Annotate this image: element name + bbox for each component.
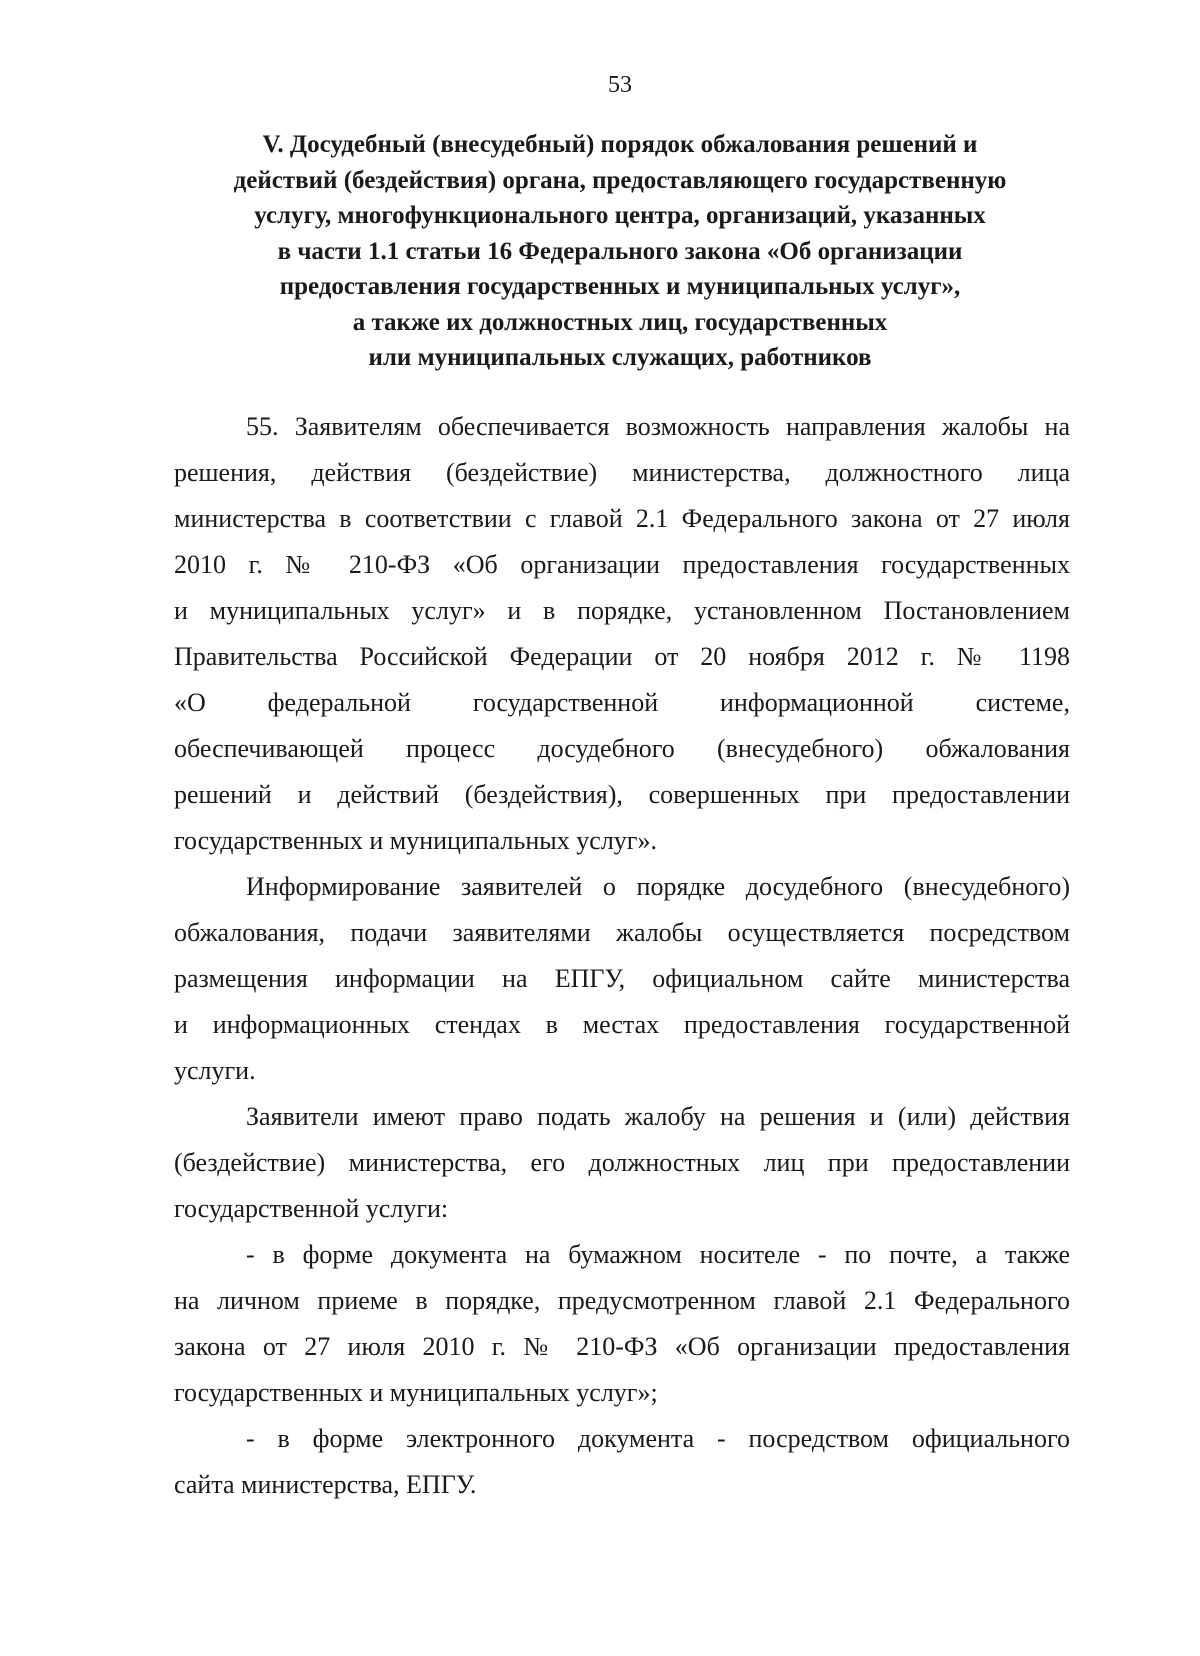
heading-line: или муниципальных служащих, работников [368,344,872,371]
paragraph-line: государственных и муниципальных услуг». [174,826,657,855]
word: государственной [472,688,659,717]
paragraph-line: закона от 27 июля 2010 г. № 210-ФЗ «Об организации предоставления [174,1332,1070,1361]
paragraph-line: и муниципальных услуг» и в порядке, установленном Постановлением [174,596,1070,625]
heading-line: предоставления государственных и муниципальных услуг», [279,273,961,300]
paragraph-line: Заявители имеют право подать жалобу на решения и (или) действия [246,1102,1070,1131]
paragraph-line: решения, действия (бездействие) министерства, должностного лица [174,458,1070,487]
paragraph-line: государственных и муниципальных услуг»; [174,1378,658,1407]
list-item-electronic-form [174,1416,1070,1508]
paragraph-line: - в форме документа на бумажном носителе - по почте, а также [246,1240,1070,1269]
page-number: 53 [608,72,632,98]
paragraph-line: (бездействие) министерства, его должностных лиц при предоставлении [174,1148,1070,1177]
heading-line: V. Досудебный (внесудебный) порядок обжалования решений и [262,131,978,158]
paragraph-line: на личном приеме в порядке, предусмотренном главой 2.1 Федерального [174,1286,1070,1315]
paragraph-line: размещения информации на ЕПГУ, официальном сайте министерства [174,964,1070,993]
word: федеральной [267,688,411,717]
word: информационной [720,688,914,717]
paragraph-line: обеспечивающей процесс досудебного (внесудебного) обжалования [174,734,1070,763]
paragraph-line: 55. Заявителям обеспечивается возможность направления жалобы на [246,412,1070,441]
section-heading [160,127,1080,376]
paragraph-line [174,680,1070,726]
word: системе, [975,688,1070,717]
paragraph-line: министерства в соответствии с главой 2.1 Федерального закона от 27 июля [174,504,1070,533]
paragraph-line: обжалования, подачи заявителями жалобы осуществляется посредством [174,918,1070,947]
heading-line: действий (бездействия) органа, предоставляющего государственную [233,166,1007,194]
paragraph-line: и информационных стендах в местах предоставления государственной [174,1010,1070,1039]
paragraph-line: государственной услуги: [174,1194,449,1223]
paragraph-line: 2010 г. № 210-ФЗ «Об организации предоставления государственных [174,550,1070,579]
heading-line: а также их должностных лиц, государственных [352,308,888,336]
paragraph-informing [174,864,1070,1094]
word: «О [174,688,206,717]
paragraph-line: услуги. [174,1056,256,1085]
paragraph-line: решений и действий (бездействия), совершенных при предоставлении [174,780,1070,809]
heading-line: услугу, многофункционального центра, организаций, указанных [254,202,986,229]
paragraph-line: сайта министерства, ЕПГУ. [174,1470,477,1499]
paragraph-line: Информирование заявителей о порядке досудебного (внесудебного) [246,872,1070,901]
document-body [174,404,1070,1508]
paragraph-right-to-complain [174,1094,1070,1232]
heading-line: в части 1.1 статьи 16 Федерального закона «Об организации [277,237,963,265]
paragraph-line: Правительства Российской Федерации от 20 ноября 2012 г. № 1198 [174,642,1070,671]
paragraph-55 [174,404,1070,864]
paragraph-line: - в форме электронного документа - посредством официального [246,1424,1070,1453]
list-item-paper-form [174,1232,1070,1416]
